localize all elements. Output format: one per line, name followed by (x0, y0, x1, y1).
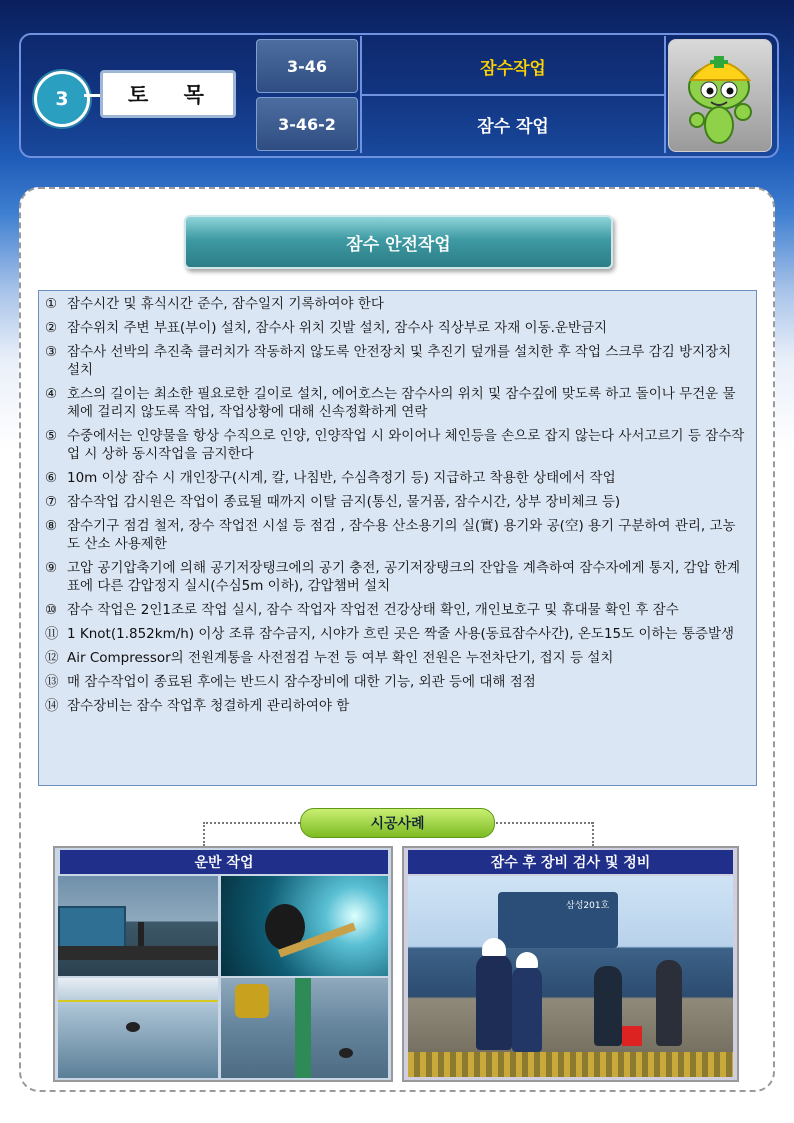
rule-number: ⑧ (45, 518, 58, 534)
rule-text: 수중에서는 인양물을 항상 수직으로 인양, 인양작업 시 와이어나 체인등을 손으로 잡지 않는다 사서고르기 등 잠수작업 시 상하 동시작업을 금지한다 (67, 428, 745, 462)
green-pillar (295, 978, 311, 1078)
mascot-image (668, 39, 772, 152)
photo-transport-1 (58, 876, 218, 976)
mascot-icon (669, 40, 771, 151)
ship-marking: 삼성201호 (566, 901, 610, 911)
photo-hoist (221, 978, 388, 1078)
section-number-badge: 3 (34, 71, 90, 127)
rule-item (45, 319, 746, 337)
main-title: 잠수작업 (480, 58, 546, 79)
rule-text: 잠수사 선박의 추진축 클러치가 작동하지 않도록 안전장치 및 추진기 덮개를 설치한 후 작업 스크루 감김 방지장치 설치 (67, 344, 732, 378)
deck-hoses (408, 1052, 733, 1077)
header-divider-horizontal (360, 94, 664, 96)
rule-number: ⑭ (45, 698, 59, 714)
red-stool (622, 1026, 642, 1046)
worker-figure (138, 922, 144, 946)
safety-rules-box (38, 290, 757, 786)
rule-text: 잠수장비는 잠수 작업후 청결하게 관리하여야 함 (67, 698, 350, 714)
connector-line-left (203, 822, 300, 824)
rule-item (45, 559, 746, 595)
rule-text: 잠수 작업은 2인1조로 작업 실시, 잠수 작업자 작업전 건강상태 확인, 개인보호구 및 휴대물 확인 후 잠수 (67, 602, 679, 618)
photo-underwater-welding (221, 876, 388, 976)
rule-text: 호스의 길이는 최소한 필요로한 길이로 설치, 에어호스는 잠수사의 위치 및 잠수깊에 맞도록 하고 돌이나 무건운 물체에 걸리지 않도록 작업, 작업상황에 대해 신속정확하게 연락 (67, 386, 736, 420)
rule-item (45, 427, 746, 463)
header-divider-right (664, 36, 666, 153)
right-caption: 잠수 후 장비 검사 및 정비 (408, 850, 733, 874)
connector-line-right-down (592, 822, 594, 846)
photo-equipment-inspection (408, 876, 733, 1077)
rule-number: ⑫ (45, 650, 59, 666)
diver-head (339, 1048, 353, 1058)
section-name-label: 토 목 (100, 70, 236, 118)
rule-item (45, 469, 746, 487)
rule-item (45, 493, 746, 511)
case-label: 시공사례 (300, 808, 495, 838)
code-sub: 3-46-2 (256, 97, 358, 151)
diver-head (126, 1022, 140, 1032)
rule-number: ② (45, 320, 58, 336)
rule-item (45, 295, 746, 313)
rule-text: 잠수작업 감시원은 작업이 종료될 때까지 이탈 금지(통신, 물거품, 잠수시간, 상부 장비체크 등) (67, 494, 621, 510)
photo-diver-surface (58, 978, 218, 1078)
rule-number: ⑦ (45, 494, 58, 510)
rule-item (45, 601, 746, 619)
worker-2 (512, 966, 542, 1052)
rule-text: 1 Knot(1.852km/h) 이상 조류 잠수금지, 시야가 흐린 곳은 짝줄 사용(동료잠수사간), 온도15도 이하는 통증발생 (67, 626, 735, 642)
rule-item (45, 343, 746, 379)
sub-title: 잠수 작업 (477, 116, 549, 137)
chain-hoist (235, 984, 269, 1018)
rule-item (45, 517, 746, 553)
rule-number: ① (45, 296, 58, 312)
rule-number: ⑩ (45, 602, 58, 618)
dock-edge (58, 946, 218, 960)
rule-number: ⑪ (45, 626, 59, 642)
connector-line-left-down (203, 822, 205, 846)
rule-number: ⑤ (45, 428, 58, 444)
rule-number: ⑨ (45, 560, 58, 576)
rule-number: ③ (45, 344, 58, 360)
rule-text: Air Compressor의 전원계통을 사전점검 누전 등 여부 확인 전원은 누전차단기, 접지 등 설치 (67, 650, 614, 666)
rule-item (45, 625, 746, 643)
rule-text: 고압 공기압축기에 의해 공기저장탱크에의 공기 충전, 공기저장탱크의 잔압을 계측하여 잠수자에게 통지, 감압 한계표에 다른 감압정지 실시(수심5m 이하), 감압챔버 설치 (67, 560, 741, 594)
rule-text: 잠수위치 주변 부표(부이) 설치, 잠수사 위치 깃발 설치, 잠수사 직상부로 자재 이동.운반금지 (67, 320, 608, 336)
rule-item (45, 385, 746, 421)
rule-text: 잠수시간 및 휴식시간 준수, 잠수일지 기록하여야 한다 (67, 296, 384, 312)
rule-number: ⑬ (45, 674, 59, 690)
rule-item (45, 673, 746, 691)
worker-3 (594, 966, 622, 1046)
float-line (58, 1000, 218, 1002)
helmet-icon (482, 938, 506, 956)
code-main: 3-46 (256, 39, 358, 93)
worker-1 (476, 954, 512, 1050)
rule-text: 잠수기구 점검 철저, 장수 작업전 시설 등 점검 , 잠수용 산소용기의 실(實) 용기와 공(空) 용기 구분하여 관리, 고농도 산소 사용제한 (67, 518, 736, 552)
rule-item (45, 649, 746, 667)
rule-number: ⑥ (45, 470, 58, 486)
left-caption: 운반 작업 (60, 850, 388, 874)
rule-item (45, 697, 746, 715)
connector-line-right (493, 822, 593, 824)
rule-text: 매 잠수작업이 종료된 후에는 반드시 잠수장비에 대한 기능, 외관 등에 대해 점점 (67, 674, 536, 690)
rule-number: ④ (45, 386, 58, 402)
panel-title: 잠수 안전작업 (184, 215, 613, 269)
worker-4 (656, 960, 682, 1046)
rule-text: 10m 이상 잠수 시 개인장구(시계, 칼, 나침반, 수심측정기 등) 지급하고 착용한 상태에서 작업 (67, 470, 616, 486)
helmet-icon (516, 952, 538, 968)
